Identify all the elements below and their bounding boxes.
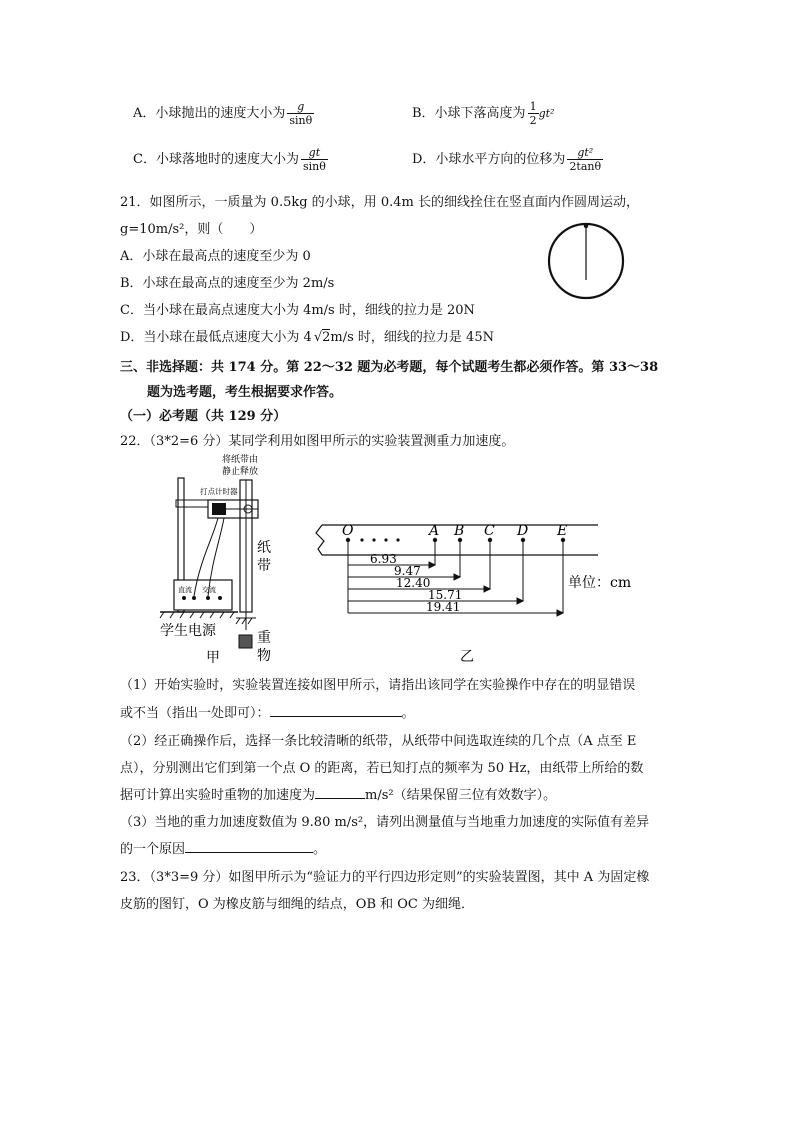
distance-oe: 19.41 [426, 600, 461, 614]
q23-stem-line1: 23．（3*3=9 分）如图甲所示为“验证力的平行四边形定则”的实验装置图，其中 A 为固定橡 [120, 870, 650, 885]
q22-stem: 22．（3*2=6 分）某同学利用如图甲所示的实验装置测重力加速度。 [120, 434, 515, 449]
fraction: $\frac{1}{2}$ [529, 100, 537, 127]
q20-option-a: A．小球抛出的速度大小为 $\frac{g}{\sin\theta}$ [133, 100, 313, 127]
release-label-1: 将纸带由 [222, 455, 259, 465]
distance-od: 15.71 [428, 588, 463, 602]
fraction: $\frac{gt}{\sin\theta}$ [302, 146, 326, 173]
figure-yi-tape [310, 515, 632, 665]
q22-part2-line2: 点），分别测出它们到第一个点 O 的距离，若已知打点的频率为 50 Hz，由纸带上所给的数 [120, 761, 644, 776]
unit-label: 单位：cm [568, 575, 632, 591]
point-label-e: E [557, 523, 568, 539]
q22-part2-line3: 据可计算出实验时重物的加速度为 m/s²（结果保留三位有效数字）。 [120, 788, 557, 803]
q22-part2-line1: （2）经正确操作后，选择一条比较清晰的纸带，从纸带中间选取连续的几个点（A 点至 E [120, 734, 637, 749]
q21-option-c: C．当小球在最高点速度大小为 4m/s 时，细线的拉力是 20N [120, 303, 475, 318]
dc-label: 直流 [178, 586, 192, 594]
point-label-a: A [429, 523, 440, 539]
q21-stem-line2: g=10m/s²，则（ ） [120, 222, 263, 237]
answer-blank[interactable] [270, 704, 402, 717]
answer-blank[interactable] [315, 786, 365, 799]
weight-label-1: 重 [257, 630, 271, 646]
point-label-c: C [484, 523, 495, 539]
circle-motion-diagram [545, 220, 627, 302]
q21-option-d: D．当小球在最低点速度大小为 4 √2m/s 时，细线的拉力是 45N [120, 330, 494, 345]
tape-label-2: 带 [257, 558, 271, 574]
figure-caption-jia: 甲 [206, 650, 220, 666]
timer-label: 打点计时器 [200, 487, 238, 496]
q22-part3-line1: （3）当地的重力加速度数值为 9.80 m/s²，请列出测量值与当地重力加速度的实际值有差异 [120, 815, 650, 830]
release-label-2: 静止释放 [222, 467, 259, 477]
section3-heading-line1: 三、非选择题：共 174 分。第 22～32 题为必考题，每个试题考生都必须作答。第 33～38 [120, 360, 659, 375]
figure-caption-yi: 乙 [460, 649, 474, 665]
section3-subheading: （一）必考题（共 129 分） [120, 409, 287, 424]
q22-part1-line2: 或不当（指出一处即可）： 。 [120, 706, 415, 721]
weight-label-2: 物 [257, 648, 271, 664]
q20-option-d: D．小球水平方向的位移为 $\frac{\text{gt²}}{2\tan\theta}$ [412, 146, 602, 173]
point-label-d: D [517, 523, 529, 539]
q21-stem-line1: 21．如图所示，一质量为 0.5kg 的小球，用 0.4m 长的细线拴住在竖直面内作圆周运动， [120, 195, 639, 210]
ac-label: 交流 [202, 586, 216, 594]
q21-option-b: B．小球在最高点的速度至少为 2m/s [120, 276, 335, 291]
point-label-b: B [454, 523, 465, 539]
figure-jia-apparatus [160, 450, 300, 665]
section3-heading-line2: 题为选考题，考生根据要求作答。 [147, 385, 343, 400]
q22-part3-line2: 的一个原因 。 [120, 842, 327, 857]
q23-stem-line2: 皮筋的图钉，O 为橡皮筋与细绳的结点，OB 和 OC 为细绳． [120, 897, 475, 912]
q21-option-a: A．小球在最高点的速度至少为 0 [120, 249, 311, 264]
distance-oc: 12.40 [396, 576, 431, 590]
q20-option-c: C．小球落地时的速度大小为 $\frac{gt}{\sin\theta}$ [133, 146, 326, 173]
distance-oa: 6.93 [370, 552, 397, 566]
fraction: $\frac{g}{\sin\theta}$ [289, 100, 313, 127]
tape-label-1: 纸 [257, 540, 271, 556]
power-label: 学生电源 [160, 623, 216, 639]
point-label-o: O [342, 523, 354, 539]
q22-part1-line1: （1）开始实验时，实验装置连接如图甲所示，请指出该同学在实验操作中存在的明显错误 [120, 678, 636, 693]
distance-ob: 9.47 [394, 564, 421, 578]
q20-option-b: B．小球下落高度为 $\frac{1}{2}$ gt² [412, 100, 555, 127]
answer-blank[interactable] [185, 840, 313, 853]
fraction: $\frac{\text{gt²}}{2\tan\theta}$ [569, 146, 602, 173]
